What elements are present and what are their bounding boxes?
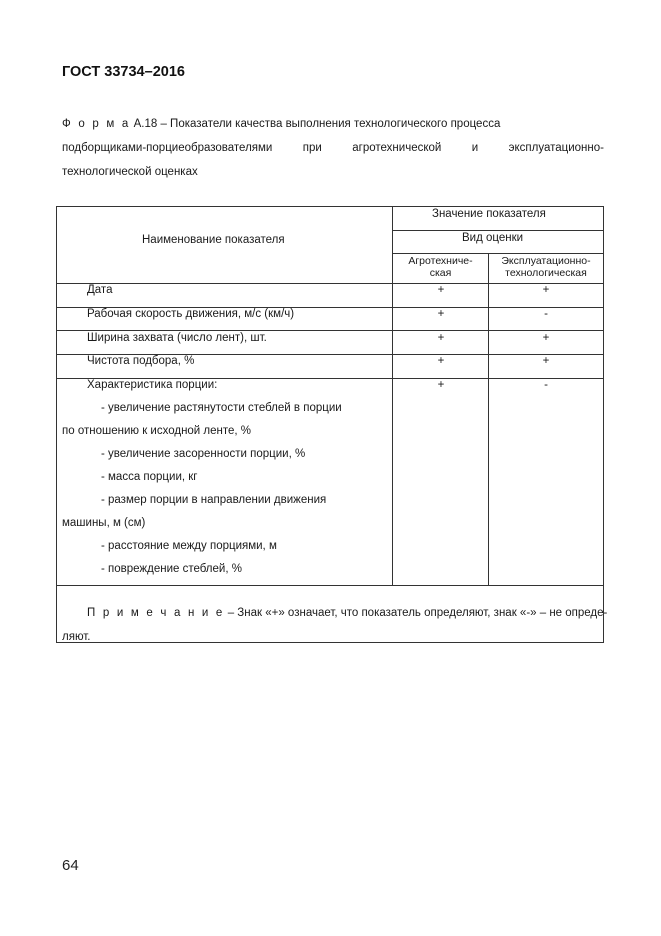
table-column-divider bbox=[488, 253, 489, 585]
note-label: П р и м е ч а н и е bbox=[87, 607, 225, 619]
column-header-evaluation-type: Вид оценки bbox=[462, 232, 524, 244]
header-line: Эксплуатационно- bbox=[501, 255, 591, 267]
caption-line-1 bbox=[62, 112, 604, 136]
caption-word: при bbox=[302, 142, 322, 154]
row-name: Ширина захвата (число лент), шт. bbox=[87, 332, 267, 344]
table-rule bbox=[392, 253, 604, 254]
row-expl-mark: + bbox=[542, 355, 550, 367]
caption-word: эксплуатационно- bbox=[508, 142, 604, 154]
portion-subitem: - увеличение растянутости стеблей в порции bbox=[101, 402, 342, 414]
row-agro-mark: + bbox=[437, 332, 445, 344]
table-rule bbox=[56, 585, 604, 586]
portion-subitem: - расстояние между порциями, м bbox=[101, 540, 277, 552]
caption-form-word: Ф о р м а bbox=[62, 118, 131, 130]
column-header-value: Значение показателя bbox=[432, 208, 546, 220]
caption-word: и bbox=[471, 142, 479, 154]
row-expl-mark: + bbox=[542, 332, 550, 344]
table-rule bbox=[56, 283, 604, 284]
row-name: Дата bbox=[87, 284, 113, 296]
table-border-top bbox=[56, 206, 604, 207]
row-expl-mark: + bbox=[542, 284, 550, 296]
row-agro-mark: + bbox=[437, 379, 445, 391]
caption-word: агротехнической bbox=[352, 142, 442, 154]
table-border-right bbox=[603, 206, 604, 643]
portion-subitem-continuation: по отношению к исходной ленте, % bbox=[62, 425, 252, 437]
column-header-indicator-name: Наименование показателя bbox=[142, 234, 285, 246]
row-name: Характеристика порции: bbox=[87, 379, 218, 391]
table-border-left bbox=[56, 206, 57, 643]
caption-line-2 bbox=[62, 136, 604, 160]
row-agro-mark: + bbox=[437, 284, 445, 296]
header-line: технологическая bbox=[505, 267, 587, 279]
row-expl-mark: - bbox=[544, 308, 548, 320]
portion-subitem: - повреждение стеблей, % bbox=[101, 563, 242, 575]
column-header-agrotechnical bbox=[393, 255, 488, 279]
portion-subitem-continuation: машины, м (см) bbox=[62, 517, 146, 529]
quality-indicators-table bbox=[56, 206, 608, 643]
note-line-1 bbox=[62, 601, 608, 625]
caption-form-title: А.18 – Показатели качества выполнения технологического процесса bbox=[130, 118, 501, 130]
page-number: 64 bbox=[62, 857, 79, 874]
note-text: – Знак «+» означает, что показатель определяют, знак «-» – не опреде- bbox=[224, 607, 608, 619]
form-caption bbox=[62, 112, 604, 184]
portion-subitem: - размер порции в направлении движения bbox=[101, 494, 327, 506]
row-expl-mark: - bbox=[544, 379, 548, 391]
portion-subitem: - масса порции, кг bbox=[101, 471, 198, 483]
table-rule bbox=[392, 230, 604, 231]
row-name: Чистота подбора, % bbox=[87, 355, 195, 367]
row-name: Рабочая скорость движения, м/с (км/ч) bbox=[87, 308, 295, 320]
portion-subitem: - увеличение засоренности порции, % bbox=[101, 448, 306, 460]
table-rule bbox=[56, 330, 604, 331]
column-header-operational bbox=[489, 255, 603, 279]
caption-word: подборщиками-порциеобразователями bbox=[62, 142, 273, 154]
row-agro-mark: + bbox=[437, 308, 445, 320]
note-line-2: ляют. bbox=[62, 631, 91, 643]
row-agro-mark: + bbox=[437, 355, 445, 367]
table-note bbox=[62, 601, 608, 649]
document-standard-title: ГОСТ 33734–2016 bbox=[62, 64, 185, 80]
caption-line-3: технологической оценках bbox=[62, 166, 198, 178]
header-line: ская bbox=[429, 267, 452, 279]
header-line: Агротехниче- bbox=[408, 255, 473, 267]
